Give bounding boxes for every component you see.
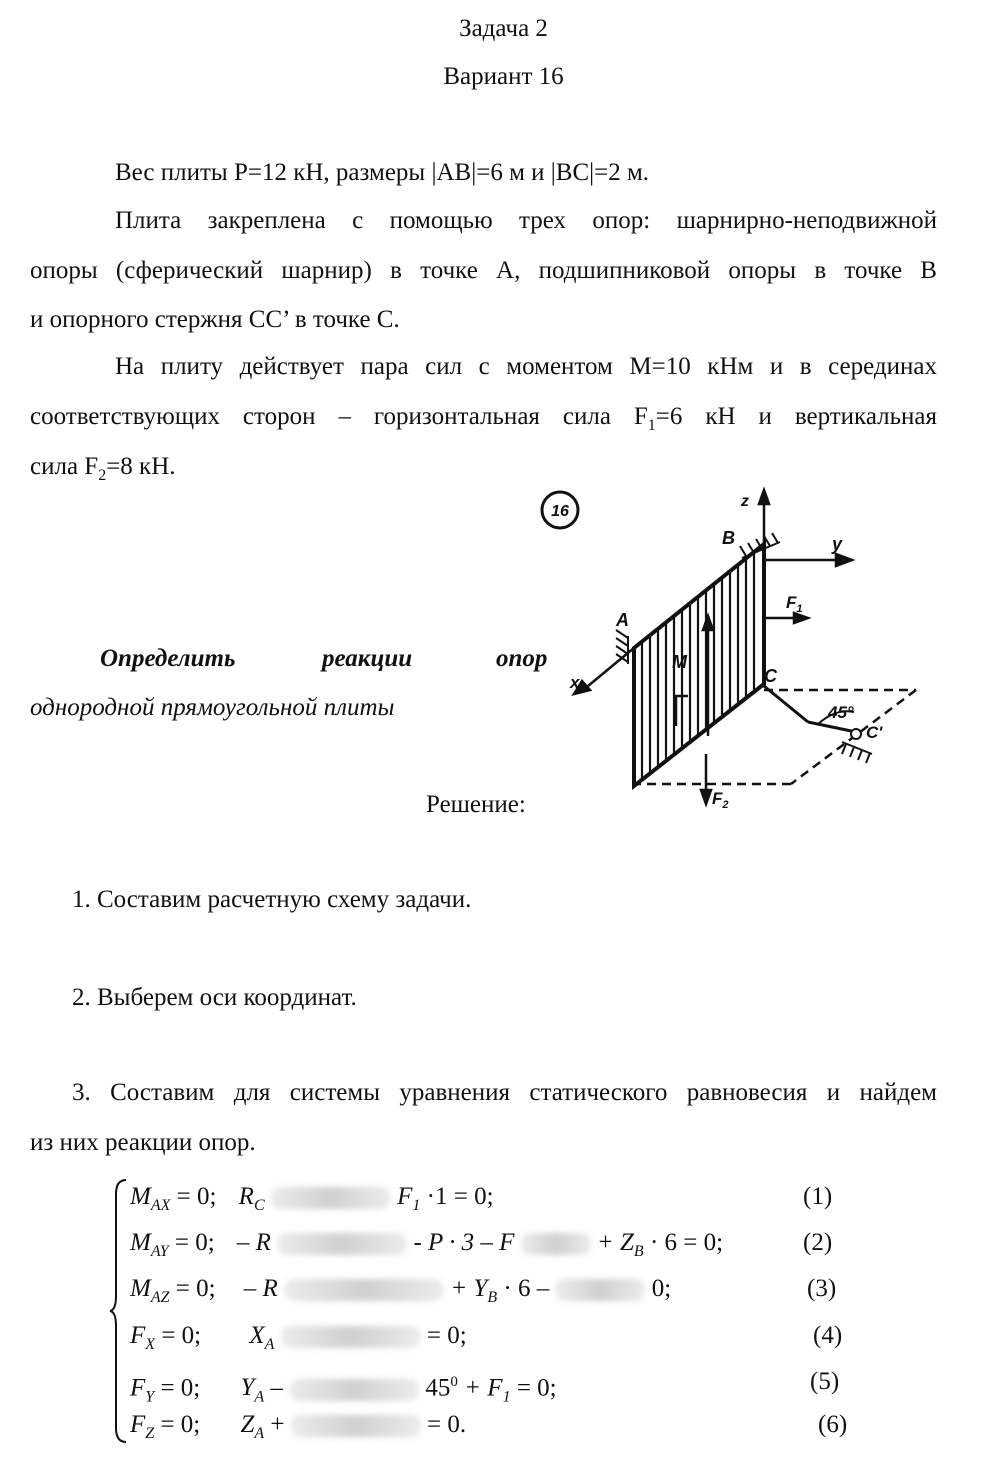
task-word-2: реакции <box>322 645 413 672</box>
moment-label: M <box>672 652 687 672</box>
angle-label: 45° <box>828 703 854 722</box>
axis-x-label: x <box>570 673 580 692</box>
task-word-1: Определить <box>100 645 236 672</box>
equation-6-number: (6) <box>818 1411 848 1438</box>
step-3-line-1: 3. Составим для системы уравнения статического равновесия и найдем <box>72 1079 937 1106</box>
paragraph-supports-line-2: опоры (сферический шарнир) в точке A, подшипниковой опоры в точке B <box>30 257 937 284</box>
equation-2-number: (2) <box>803 1229 833 1256</box>
axis-y <box>764 554 852 566</box>
task-statement-line-2: однородной прямоугольной плиты <box>30 694 395 721</box>
paragraph-supports-line-1: Плита закреплена с помощью трех опор: шарнирно-неподвижной <box>115 207 937 234</box>
step-3-line-2: из них реакции опор. <box>30 1129 256 1156</box>
system-brace <box>108 1176 130 1446</box>
axis-z-label: z <box>741 493 749 510</box>
support-a <box>616 630 628 664</box>
force-f1-label: $F_1$ <box>786 593 803 615</box>
equation-3: $M_{AZ} = 0$; – $R + Y_B \cdot 6 - 0$; <box>130 1275 672 1306</box>
paragraph-loads-line-1: На плиту действует пара сил с моментом M=10 кНм и в серединах <box>115 353 937 380</box>
task-word-3: опор <box>496 645 548 672</box>
paragraph-supports-line-3: и опорного стержня CC’ в точке C. <box>30 306 400 333</box>
equation-3-number: (3) <box>807 1275 837 1302</box>
point-c-prime-label: C' <box>866 723 883 742</box>
equation-1-number: (1) <box>803 1183 833 1210</box>
solution-heading: Решение: <box>426 791 526 818</box>
paragraph-loads-line-2: соответствующих сторон – горизонтальная сила $F_1=6$ кН и вертикальная <box>30 403 937 434</box>
equation-4-number: (4) <box>813 1322 843 1349</box>
step-2: 2. Выберем оси координат. <box>72 984 357 1011</box>
paragraph-loads-line-3: сила $F_2=8$ кН. <box>30 453 176 484</box>
point-b-label: B <box>722 528 735 548</box>
step-1: 1. Составим расчетную схему задачи. <box>72 886 472 913</box>
equation-4: $F_X = 0$; $X_A = 0$; <box>130 1322 467 1353</box>
point-c-label: C <box>764 666 777 686</box>
force-f2-label: $F_2$ <box>712 789 729 811</box>
variant-title: Вариант 16 <box>443 63 564 90</box>
paragraph-weight: Вес плиты P=12 кН, размеры |AB|=6 м и |BC|=2 м. <box>115 159 650 186</box>
force-f2-arrow <box>701 754 711 804</box>
axis-x <box>574 648 634 694</box>
variant-badge-label: 16 <box>551 503 569 520</box>
equation-5: $F_Y = 0$; $Y_A - 45^0 + F_1 = 0$; <box>130 1374 557 1406</box>
point-a-label: A <box>616 610 629 630</box>
plate <box>634 544 764 786</box>
equation-1: $M_{AX} = 0$; $R_C$ $F_1 \cdot 1 = 0$; <box>130 1183 494 1214</box>
equation-2: $M_{AY} = 0$; – $R - P \cdot 3 - F + Z_B \cdot 6 = 0$; <box>130 1229 724 1260</box>
equation-6: $F_Z = 0$; $Z_A$ + = 0. <box>130 1411 467 1442</box>
equation-5-number: (5) <box>810 1368 840 1395</box>
axis-y-label: y <box>832 534 843 554</box>
task-title: Задача 2 <box>459 15 548 42</box>
plate-figure <box>536 486 920 822</box>
